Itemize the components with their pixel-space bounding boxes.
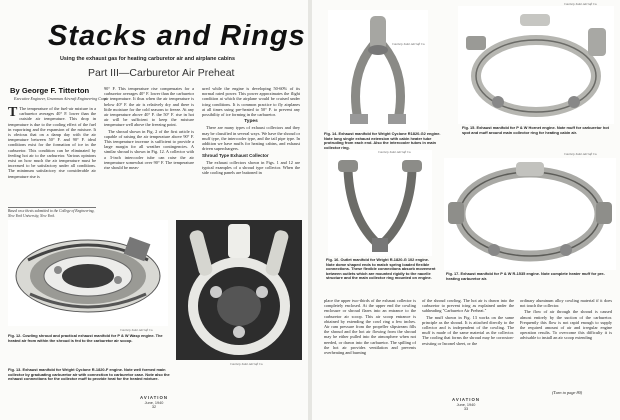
right-page	[312, 0, 620, 420]
text-column-r1	[324, 298, 416, 396]
folio-date: June, 1940	[144, 400, 164, 405]
text-column-r3	[520, 298, 612, 390]
continued-note: (Turn to page 80)	[552, 390, 583, 395]
text-column-1	[8, 106, 96, 214]
footnote: Based on a thesis submitted to the College of Engineering, New York University, New York.	[8, 209, 95, 218]
right-folio	[438, 398, 494, 412]
figure-17-credit: Courtesy Solar Aircraft Co.	[564, 152, 598, 156]
cyclone-g2-manifold-illustration	[328, 10, 428, 130]
text-column-r2	[422, 298, 514, 396]
left-page	[0, 0, 308, 420]
figure-13-photo	[176, 220, 302, 360]
author-byline: By George F. Titterton	[10, 86, 90, 95]
figure-16-caption: Fig. 16. Outlet manifold for Wright R-1820-G 102 engine. Note dome shaped ends to match spring loaded flexible connections. These flexible connections absorb movement between outlets which are mounted rigidly to the nacelle structure and the main collector ring mounted on engine.	[326, 257, 436, 280]
figure-16-photo	[328, 150, 432, 256]
wright-cyclone-manifold-illustration	[176, 220, 302, 360]
figure-12-photo	[8, 220, 168, 326]
r1535-manifold-illustration	[444, 158, 616, 270]
figure-13-caption: Fig. 13. Exhaust manifold for Wright Cyclone R-1820-F engine. Note well formed main collector by graduating carburetor air with connection to carburetor case. Note also the exhaust connections for the collector muff to provide heat for the heated mixture.	[8, 367, 170, 381]
paragraph: of the shroud cowling. The hot air is drawn into the carburetor to prevent icing as explained under the subheading "Carburetor Air Preheat."	[422, 298, 514, 314]
paragraph: The temperature of the fuel-air mixture in a carburetor averages 40° F. lower than the outside air temperature. This drop in temperature is due to the cooling effect of the fuel in vaporizing and the expansion of the mixture. It is obvious that on a damp day with the air temperature between 50° F. and 90° F. ideal conditions exist for the formation of ice in the carburetor. This condition can be eliminated by feeding hot air to the carburetor. Various opinions exist on how much the air temperature must be increased to be satisfactory under all conditions. The minimum satisfactory rise considerable air temperature rise is	[8, 106, 96, 179]
folio-page-number: 33	[463, 407, 469, 412]
paragraph: place the upper two-thirds of the exhaust collector is completely enclosed. At the upper end the cowling enclosure or shroud flares into an entrance to the carburetor air scoop. This air scoop entrance is obtained by extending the cowl ring a few inches. Air ram pressure from the propeller slipstream fills the shroud and the hot air flowing from the shroud may be either pulled into the atmosphere when not needed, or drawn into the carburetor. The spilling of the hot air provides ventilation and prevents overheating and burning	[324, 298, 416, 356]
subsection-heading: Shroud Type Exhaust Collector	[202, 153, 269, 159]
outlet-manifold-illustration	[328, 150, 432, 256]
folio-page-number: 32	[151, 405, 157, 410]
figure-15-credit: Courtesy Solar Aircraft Co.	[564, 2, 598, 6]
drop-cap: T	[8, 106, 18, 120]
folio-magazine: AVIATION	[452, 397, 480, 402]
folio-date: June, 1940	[456, 402, 476, 407]
section-heading: Types	[244, 119, 258, 125]
paragraph: 90° F. This temperature rise compensates for a carburetor averages 40° F. lower than the carburetor air temperature. It thus when the air temperature is below 40° F. the air is relatively dry and there is little moisture for the cold seasons to freeze. At any air temperature above 40° F. the 50° F. rise in hot air will be sufficient to keep the mixture temperature well above the freezing point.	[104, 86, 194, 128]
article-subtitle: Using the exhaust gas for heating carburetor air and airplane cabins	[60, 56, 235, 62]
paragraph: The muff shown in Fig. 13 works on the same principle as the shroud. It is attached directly to the collector and is independent of the cowling. The muff is made of the same material as the collector. The cooling that forms the shroud may be corrosion-resisting or Inconel sheet, or the	[422, 314, 514, 346]
paragraph: The shroud shown in Fig. 2 of the first article is capable of raising the air temperature above 90° F. This temperature increase is sufficient to provide a large margin for all weather contingencies. A similar shroud is shown in Fig. 12. A collector with a 3-inch intercooler tube can raise the air temperature somewhat over 90° F. The temperature rise should be meas-	[104, 128, 194, 171]
article-title: Stacks and Rings	[48, 20, 306, 52]
left-folio	[126, 396, 182, 410]
paragraph: ured while the engine is developing 50-60% of its normal rated power. This power approximates the flight condition at which the airplane would be cruised under icing conditions. It is common practice to fly airplanes at all times using pre-heated to 50° F. to prevent any possibility of ice forming in the carburetor.	[202, 86, 300, 118]
paragraph: There are many types of exhaust collectors and they may be classified in several ways. We have the shroud or muff type, the intercooler type, and the tail pipe type. In addition we have muffs for heating cabins, and exhaust driven superchargers.	[202, 125, 300, 152]
author-affiliation: Executive Engineer, Grumman Aircraft Engineering Corp.	[14, 96, 108, 101]
figure-17-caption: Fig. 17. Exhaust manifold for P & W R-1535 engine. Note complete heater muff for pre-heating carburetor air.	[446, 271, 605, 281]
figure-15-photo	[458, 6, 614, 124]
figure-17-photo	[444, 158, 616, 270]
text-column-2	[104, 86, 194, 218]
figure-12-caption: Fig. 12. Cowling shroud and practical exhaust manifold for P & W Wasp engine. The heated air from within the shroud is fed to the carburetor air scoop.	[8, 333, 163, 343]
hornet-manifold-illustration	[458, 6, 614, 124]
figure-14-caption: Fig. 14. Exhaust manifold for Wright Cyclone R1820-G2 engine. Note long single exhaust extension with cabin heater tube protruding from each end. Also the intercooler tubes in main collector ring.	[324, 131, 441, 150]
text-column-3	[202, 86, 300, 218]
article-part: Part III—Carburetor Air Preheat	[88, 67, 235, 79]
paragraph: The exhaust collectors shown in Figs. 1 and 12 are typical examples of a shroud type collector. When the side cooling panels are buttoned in	[202, 159, 300, 176]
figure-15-caption: Fig. 15. Exhaust manifold for P & W Hornet engine. Note muff for carburetor hot spot and muff around main collector ring for heating cabin air.	[462, 125, 609, 135]
figure-12-credit: Courtesy Solar Aircraft Co.	[120, 328, 154, 332]
figure-14-credit: Courtesy Solar Aircraft Co.	[392, 42, 426, 46]
paragraph: The flow of air through the shroud is caused almost entirely by the suction of the carburetor. Frequently this flow is not rapid enough to supply the required amount of air and irregular engine operation results. To overcome this difficulty it is advisable to install an air scoop extending	[520, 309, 612, 341]
figure-14-photo	[328, 10, 428, 130]
cowling-shroud-illustration	[8, 220, 168, 326]
folio-magazine: AVIATION	[140, 395, 168, 400]
figure-13-credit: Courtesy Solar Aircraft Co.	[230, 362, 264, 366]
figure-16-credit: Courtesy Solar Aircraft Co.	[378, 150, 412, 154]
paragraph: ordinary aluminum alloy cowling material if it does not touch the collector.	[520, 298, 612, 309]
